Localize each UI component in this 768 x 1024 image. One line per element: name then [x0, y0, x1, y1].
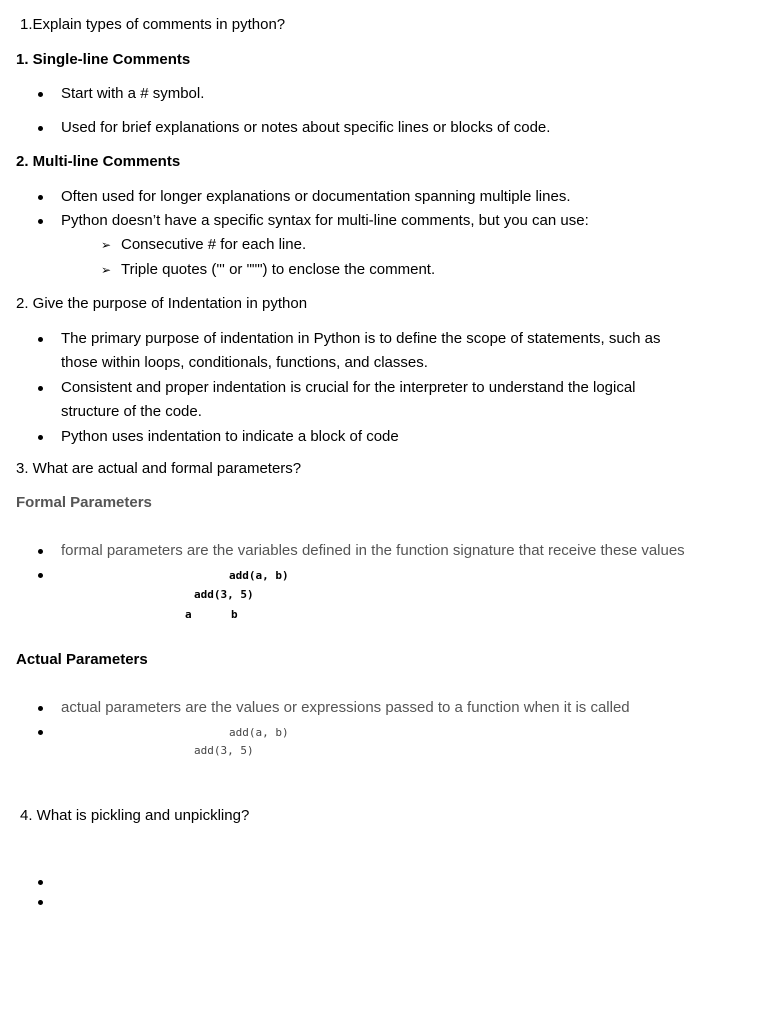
actual-parameters-heading: Actual Parameters — [16, 651, 148, 668]
bullet-icon — [38, 92, 43, 97]
formal-code-call: add(3, 5) — [194, 588, 254, 601]
multi-line-sub-1: Consecutive # for each line. — [121, 236, 307, 253]
bullet-icon — [38, 573, 43, 578]
actual-code-definition: add(a, b) — [229, 726, 289, 739]
bullet-icon — [38, 900, 43, 905]
multi-line-sub-2: Triple quotes (''' or """) to enclose the comment. — [121, 261, 436, 278]
q4-title: 4. What is pickling and unpickling? — [20, 807, 250, 824]
indent-bullet-1-line-2: those within loops, conditionals, functions, and classes. — [61, 354, 428, 371]
bullet-icon — [38, 730, 43, 735]
bullet-icon — [38, 435, 43, 440]
indent-bullet-2-line-1: Consistent and proper indentation is crucial for the interpreter to understand the logical — [61, 379, 636, 396]
bullet-icon — [38, 386, 43, 391]
single-line-heading: 1. Single-line Comments — [16, 51, 191, 68]
bullet-icon — [38, 337, 43, 342]
formal-code-param-a: a — [185, 608, 192, 621]
formal-code-definition: add(a, b) — [229, 569, 289, 582]
indent-bullet-1-line-1: The primary purpose of indentation in Python is to define the scope of statements, such as — [61, 330, 661, 347]
multi-line-heading: 2. Multi-line Comments — [16, 153, 181, 170]
bullet-icon — [38, 706, 43, 711]
arrow-bullet-icon: ➢ — [101, 238, 112, 252]
bullet-icon — [38, 880, 43, 885]
bullet-icon — [38, 195, 43, 200]
multi-line-bullet-1: Often used for longer explanations or documentation spanning multiple lines. — [61, 188, 571, 205]
arrow-bullet-icon: ➢ — [101, 263, 112, 277]
actual-parameters-text: actual parameters are the values or expressions passed to a function when it is called — [61, 699, 630, 716]
bullet-icon — [38, 549, 43, 554]
q3-title: 3. What are actual and formal parameters? — [16, 460, 302, 477]
formal-parameters-heading: Formal Parameters — [16, 494, 152, 511]
indent-bullet-2-line-2: structure of the code. — [61, 403, 202, 420]
multi-line-bullet-2: Python doesn’t have a specific syntax for multi-line comments, but you can use: — [61, 212, 589, 229]
single-line-bullet-1: Start with a # symbol. — [61, 85, 205, 102]
bullet-icon — [38, 126, 43, 131]
indent-bullet-3: Python uses indentation to indicate a block of code — [61, 428, 399, 445]
bullet-icon — [38, 219, 43, 224]
formal-code-param-b: b — [231, 608, 238, 621]
q2-title: 2. Give the purpose of Indentation in python — [16, 295, 308, 312]
actual-code-call: add(3, 5) — [194, 744, 254, 757]
single-line-bullet-2: Used for brief explanations or notes about specific lines or blocks of code. — [61, 119, 551, 136]
formal-parameters-text: formal parameters are the variables defined in the function signature that receive these values — [61, 542, 685, 559]
q1-title: 1.Explain types of comments in python? — [20, 16, 286, 33]
